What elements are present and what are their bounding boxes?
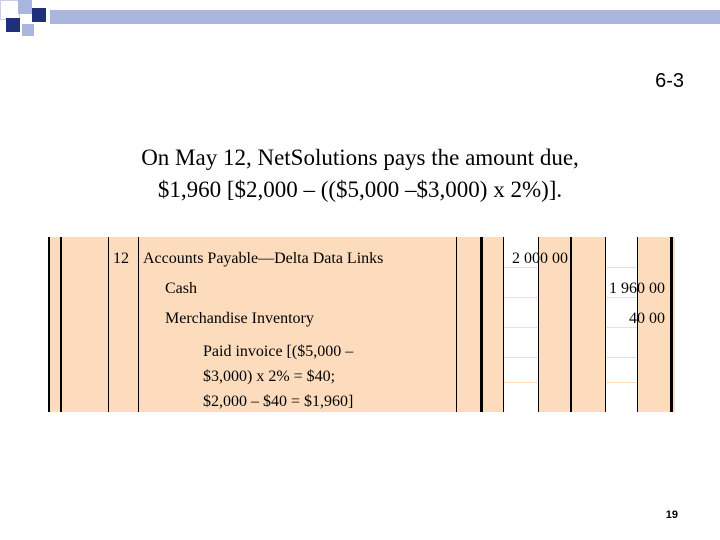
journal-entry-table [48,237,675,412]
column-rule [138,237,139,412]
debit-amount: 2 000 00 [512,250,568,267]
column-rule [60,237,62,412]
column-rule [108,237,109,412]
decor-square-navy [6,18,20,32]
account-title: Merchandise Inventory [165,310,314,327]
explanation-line: Paid invoice [($5,000 – [203,343,354,360]
page-number: 19 [665,509,678,521]
column-rule [456,237,457,412]
decor-square-navy [18,0,32,14]
title-line: $1,960 [$2,000 – (($5,000 –$3,000) x 2%)]. [157,177,563,202]
decor-square-navy [22,24,34,36]
row-divider [48,297,675,298]
slide-title [60,142,660,206]
account-title: Cash [165,280,197,297]
decorative-header-band [0,0,720,40]
row-divider [48,382,675,383]
title-line: On May 12, NetSolutions pays the amount due, [141,145,579,170]
column-rule [605,237,606,412]
header-stripe [50,10,720,24]
explanation-line: $3,000) x 2% = $40; [203,368,336,385]
column-rule [570,237,572,412]
decor-square-navy [32,8,46,22]
column-rule [670,237,673,412]
credit-amount: 40 00 [629,310,665,327]
account-title: Accounts Payable—Delta Data Links [143,250,384,267]
decor-square-navy [0,0,20,20]
row-divider [48,327,675,328]
column-rule [48,237,50,412]
column-rule [503,237,504,412]
section-number: 6-3 [655,70,684,92]
credit-amount: 1 960 00 [609,280,665,297]
explanation-line: $2,000 – $40 = $1,960] [203,393,354,410]
entry-date: 12 [113,250,129,267]
row-divider [48,357,675,358]
column-rule [480,237,483,412]
